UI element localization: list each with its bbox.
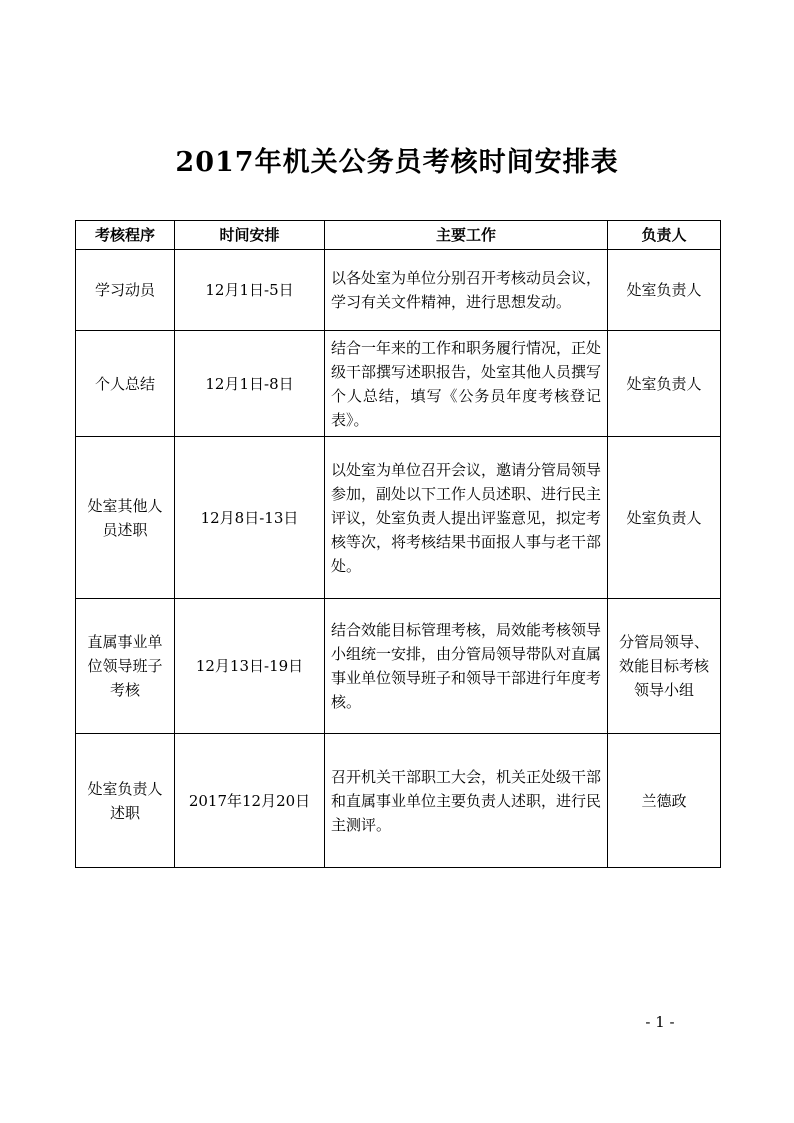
- cell-procedure: 直属事业单位领导班子考核: [76, 599, 175, 734]
- table-row: [76, 437, 721, 599]
- cell-time: 2017年12月20日: [175, 734, 325, 868]
- page-title: 2017年机关公务员考核时间安排表: [175, 147, 619, 178]
- table-row: [76, 250, 721, 331]
- cell-work: 结合一年来的工作和职务履行情况，正处级干部撰写述职报告，处室其他人员撰写个人总结，填写《公务员年度考核登记表》。: [325, 331, 608, 437]
- schedule-table: [75, 220, 721, 868]
- header-work: 主要工作: [325, 221, 608, 250]
- cell-procedure: 处室负责人述职: [76, 734, 175, 868]
- cell-work: 结合效能目标管理考核，局效能考核领导小组统一安排，由分管局领导带队对直属事业单位领导班子和领导干部进行年度考核。: [325, 599, 608, 734]
- header-responsible: 负责人: [608, 221, 721, 250]
- cell-responsible: 分管局领导、效能目标考核领导小组: [608, 599, 721, 734]
- page-number: - 1 -: [645, 1013, 675, 1031]
- cell-responsible: 处室负责人: [608, 437, 721, 599]
- header-procedure: 考核程序: [76, 221, 175, 250]
- table-header-row: [76, 221, 721, 250]
- cell-time: 12月13日-19日: [175, 599, 325, 734]
- cell-time: 12月1日-5日: [175, 250, 325, 331]
- cell-work: 召开机关干部职工大会，机关正处级干部和直属事业单位主要负责人述职，进行民主测评。: [325, 734, 608, 868]
- header-time: 时间安排: [175, 221, 325, 250]
- table-row: [76, 331, 721, 437]
- table-row: [76, 734, 721, 868]
- cell-responsible: 处室负责人: [608, 250, 721, 331]
- cell-time: 12月8日-13日: [175, 437, 325, 599]
- cell-procedure: 处室其他人员述职: [76, 437, 175, 599]
- cell-procedure: 个人总结: [76, 331, 175, 437]
- cell-time: 12月1日-8日: [175, 331, 325, 437]
- table-row: [76, 599, 721, 734]
- cell-work: 以处室为单位召开会议，邀请分管局领导参加，副处以下工作人员述职、进行民主评议，处室负责人提出评鉴意见，拟定考核等次，将考核结果书面报人事与老干部处。: [325, 437, 608, 599]
- cell-procedure: 学习动员: [76, 250, 175, 331]
- cell-responsible: 处室负责人: [608, 331, 721, 437]
- cell-work: 以各处室为单位分别召开考核动员会议，学习有关文件精神，进行思想发动。: [325, 250, 608, 331]
- cell-responsible: 兰德政: [608, 734, 721, 868]
